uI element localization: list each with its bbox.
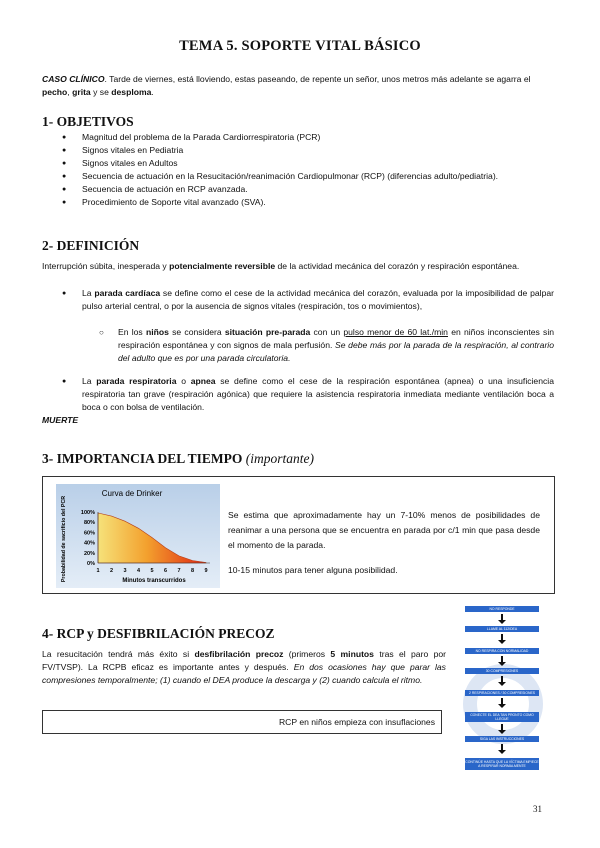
y-tick-label: 20% — [83, 550, 95, 557]
flow-step: 30 COMPRESIONES — [465, 668, 539, 674]
rcp-paragraph — [42, 648, 446, 687]
children-sublist — [42, 326, 554, 365]
list-item: ● Magnitud del problema de la Parada Cardiorrespiratoria (PCR) — [42, 131, 552, 144]
def-bold: parada cardíaca — [94, 288, 161, 298]
def-text: La — [82, 288, 95, 298]
flowchart — [449, 604, 555, 790]
def-text: La — [82, 376, 97, 386]
chart-ylabel: Probabilidad de sacrificio del PCR — [61, 495, 67, 583]
def-text: se define como el cese de la respiración espontánea (apnea) o una insuficiencia respiratoria tan grave (respiración agónica) que requiere la asistencia respiratoria inmediata mediante ventilación boca a boca o con bolsa de ventilación. — [82, 376, 554, 412]
x-tick-label: 7 — [177, 568, 181, 574]
def-bold: niños — [145, 327, 169, 337]
case-text: . Tarde de viernes, está lloviendo, estas paseando, de repente un señor, unos metros más adelante se agarra el — [104, 74, 531, 84]
definition-intro — [42, 260, 554, 273]
flow-arrow — [501, 744, 503, 751]
page-number: 31 — [533, 804, 542, 814]
flow-arrow — [501, 614, 503, 621]
flow-step: CONECTE EL DEA TAN PRONTO COMO LLEGUE — [465, 712, 539, 722]
def-bold: parada respiratoria — [96, 376, 177, 386]
case-text: , — [67, 87, 73, 97]
rcp-bold: 5 minutos — [330, 649, 374, 659]
x-tick-label: 1 — [96, 568, 100, 574]
flow-arrow — [501, 676, 503, 683]
time-p2: 10-15 minutos para tener alguna posibilidad. — [228, 565, 398, 575]
def-text: en niños inconscientes sin respiración espontánea y con signos de mala perfusión. — [118, 327, 555, 350]
definition-heading: 2- DEFINICIÓN — [42, 238, 140, 253]
rcp-heading: 4- RCP y DESFIBRILACIÓN PRECOZ — [42, 626, 275, 641]
y-tick-label: 80% — [83, 520, 95, 527]
def-text: Interrupción súbita, inesperada y — [42, 261, 170, 271]
x-tick-label: 8 — [190, 568, 195, 574]
list-item — [42, 287, 554, 313]
time-heading-note: (importante) — [245, 451, 315, 466]
case-bold: pecho — [42, 87, 68, 97]
time-p1: Se estima que aproximadamente hay un 7-10% menos de posibilidades de reanimar a una persona que se encuentra en parada por c/1 min que pasa desde el momento de la parada. — [228, 510, 540, 550]
def-text: o — [176, 376, 191, 386]
time-heading-text: 3- IMPORTANCIA DEL TIEMPO — [42, 451, 246, 466]
flow-step: SIGA LAS INSTRUCCIONES — [465, 736, 539, 742]
definition-list — [42, 287, 554, 313]
flow-step: NO RESPIRA CON NORMALIDAD — [465, 648, 539, 654]
rcp-italic: En dos ocasiones hay que parar las compresiones temporalmente; (1) cuando el DEA produce la descarga y (2) cuando calcula el ritmo. — [42, 662, 446, 685]
rcp-note: RCP en niños empieza con insuflaciones — [278, 717, 435, 727]
y-tick-label: 60% — [83, 530, 95, 537]
def-text: En los — [118, 327, 146, 337]
flow-arrow — [501, 656, 503, 663]
def-text: de la actividad mecánica del corazón y respiración espontánea. — [275, 261, 520, 271]
def-bold: situación pre-parada — [224, 327, 311, 337]
list-item: ● Procedimiento de Soporte vital avanzado (SVA). — [42, 196, 552, 209]
y-tick-label: 100% — [80, 510, 95, 516]
def-underline: pulso menor de 60 lat./min — [343, 327, 448, 337]
flow-step: NO RESPONDE — [465, 606, 539, 612]
flow-step: CONTINÚE HASTA QUE LA VÍCTIMA EMPIECE A RESPIRAR NORMALMENTE — [465, 760, 539, 768]
chart-xlabel: Minutos transcurridos — [122, 578, 186, 584]
def-bold: potencialmente reversible — [169, 261, 276, 271]
rcp-bold: desfibrilación precoz — [194, 649, 284, 659]
page-title: TEMA 5. SOPORTE VITAL BÁSICO — [179, 38, 421, 54]
x-tick-label: 4 — [136, 568, 141, 574]
clinical-case — [42, 73, 554, 99]
death-label — [42, 414, 78, 427]
rcp-text: La resucitación tendrá más éxito si — [42, 649, 195, 659]
case-label: CASO CLÍNICO — [42, 74, 105, 84]
case-text: y se — [90, 87, 112, 97]
rcp-text: (primeros — [283, 649, 331, 659]
list-item: ● Secuencia de actuación en RCP avanzada. — [42, 183, 552, 196]
x-tick-label: 2 — [109, 568, 114, 574]
flow-step: 2 RESPIRACIONES / 30 COMPRESIONES — [465, 690, 539, 696]
def-text: con un — [310, 327, 344, 337]
case-bold: desploma — [111, 87, 152, 97]
case-text: . — [151, 87, 154, 97]
rcp-text: tras el paro por FV/TVSP). La RCPB eficaz es importante antes y después. — [42, 649, 447, 672]
objectives-heading: 1- OBJETIVOS — [42, 114, 134, 129]
flow-step: LLAME AL 112/DEA — [465, 626, 539, 632]
def-text: se considera — [168, 327, 225, 337]
list-item — [42, 326, 554, 365]
x-tick-label: 9 — [204, 568, 208, 574]
list-item — [42, 375, 554, 414]
time-heading — [42, 451, 314, 467]
y-tick-label: 40% — [83, 540, 95, 547]
x-tick-label: 6 — [163, 568, 168, 574]
x-tick-label: 5 — [150, 568, 154, 574]
def-text: se define como el cese de la actividad mecánica del corazón, evaluada por la imposibilidad de palpar pulso arterial central, o por la ausencia de signos vitales (respiración, tos o movimientos), — [82, 288, 554, 311]
definition-list-2 — [42, 375, 554, 414]
case-bold: grita — [72, 87, 91, 97]
rcp-note-box — [42, 710, 442, 734]
drinker-chart — [56, 484, 220, 588]
list-item: ● Secuencia de actuación en la Resucitación/reanimación Cardiopulmonar (RCP) (diferencias adulto/pediatria). — [42, 170, 552, 183]
flow-arrow — [501, 698, 503, 705]
x-tick-label: 3 — [123, 568, 127, 574]
chart-title: Curva de Drinker — [101, 489, 163, 498]
flow-arrow — [501, 724, 503, 731]
death-text: MUERTE — [42, 415, 79, 425]
list-item: ● Signos vitales en Pediatria — [42, 144, 552, 157]
def-italic: Se debe más por la parada de la respiración, al contrario del adulto que es por una parada circulatoria. — [118, 340, 554, 363]
list-item: ● Signos vitales en Adultos — [42, 157, 552, 170]
flow-arrow — [501, 634, 503, 641]
objectives-list — [42, 131, 552, 209]
def-bold: apnea — [190, 376, 216, 386]
y-tick-label: 0% — [87, 561, 95, 567]
